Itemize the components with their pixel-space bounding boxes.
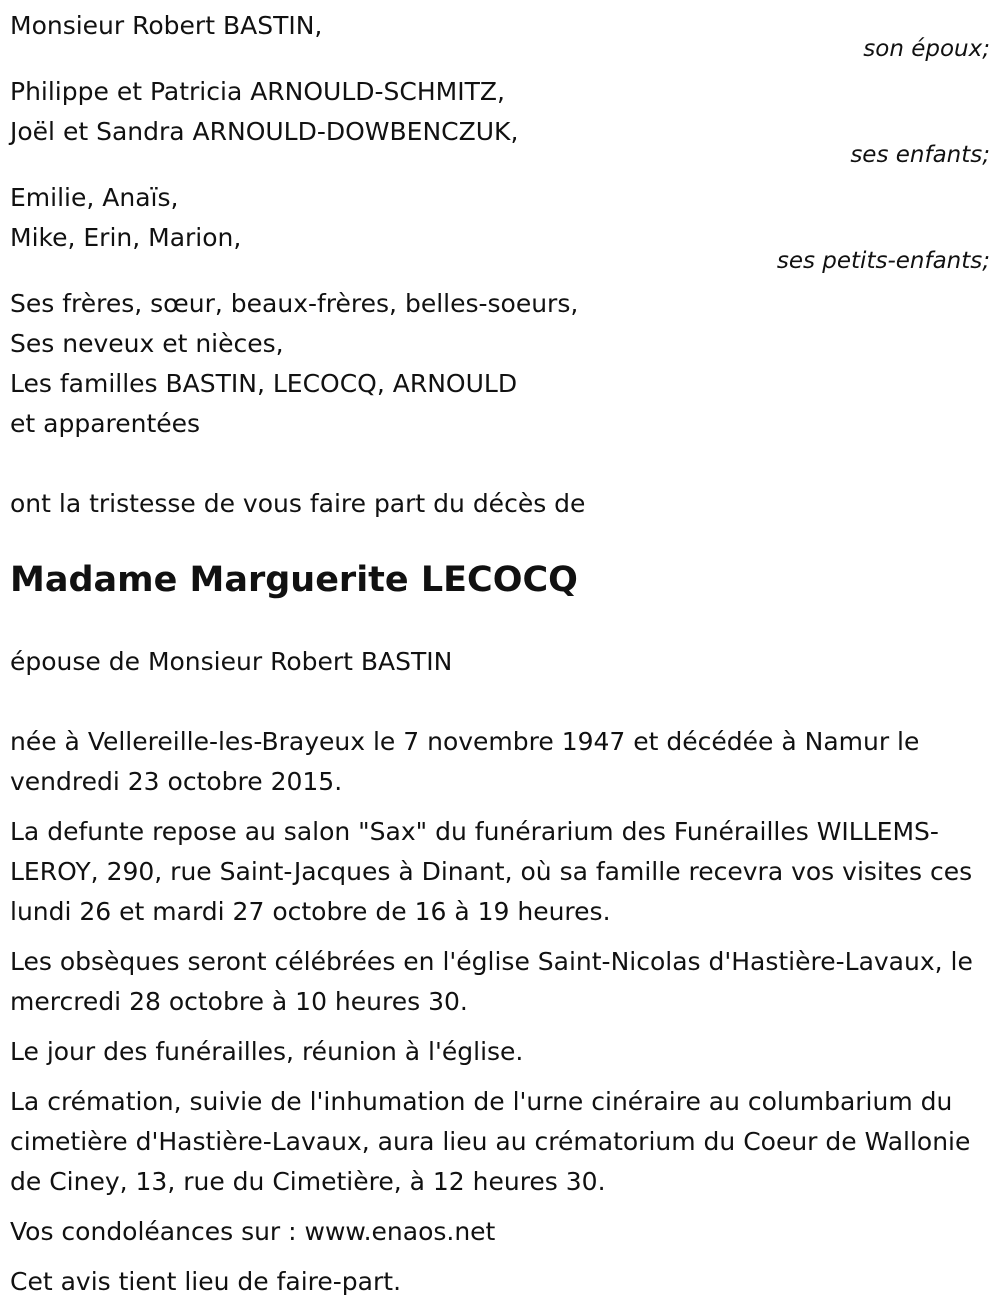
spouse-of-text: épouse de Monsieur Robert BASTIN xyxy=(10,647,453,676)
meeting-paragraph: Le jour des funérailles, réunion à l'église. xyxy=(10,1037,524,1066)
wake-paragraph: La defunte repose au salon "Sax" du funérarium des Funérailles WILLEMS-LEROY, 290, rue Saint-Jacques à Dinant, où sa famille recevra vos visites ces lundi 26 et mardi 27 octobre de 16 à 19 heures. xyxy=(10,817,973,926)
family-line-1: Ses frères, sœur, beaux-frères, belles-soeurs, xyxy=(10,289,579,318)
family-line-3: Les familles BASTIN, LECOCQ, ARNOULD xyxy=(10,369,518,398)
notice-paragraph: Cet avis tient lieu de faire-part. xyxy=(10,1267,402,1296)
spouse-block xyxy=(10,6,990,62)
child-line-2: Joël et Sandra ARNOULD-DOWBENCZUK, xyxy=(10,117,519,146)
condolences-paragraph: Vos condoléances sur : www.enaos.net xyxy=(10,1217,496,1246)
announcement-text: ont la tristesse de vous faire part du décès de xyxy=(10,489,586,518)
child-line-1: Philippe et Patricia ARNOULD-SCHMITZ, xyxy=(10,77,505,106)
family-block xyxy=(10,284,990,444)
deceased-name: Madame Marguerite LECOCQ xyxy=(10,560,578,600)
spouse-role: son époux; xyxy=(863,36,990,62)
death-notice xyxy=(10,6,990,1302)
grandchildren-block xyxy=(10,178,990,274)
children-role: ses enfants; xyxy=(850,142,990,168)
family-line-4: et apparentées xyxy=(10,409,201,438)
funeral-paragraph: Les obsèques seront célébrées en l'église Saint-Nicolas d'Hastière-Lavaux, le mercredi 28 octobre à 10 heures 30. xyxy=(10,947,973,1016)
grandchildren-role: ses petits-enfants; xyxy=(776,248,990,274)
grandchild-line-1: Emilie, Anaïs, xyxy=(10,183,179,212)
grandchild-line-2: Mike, Erin, Marion, xyxy=(10,223,242,252)
birth-death-paragraph: née à Vellereille-les-Brayeux le 7 novembre 1947 et décédée à Namur le vendredi 23 octobre 2015. xyxy=(10,727,920,796)
cremation-paragraph: La crémation, suivie de l'inhumation de l'urne cinéraire au columbarium du cimetière d'Hastière-Lavaux, aura lieu au crématorium du Coeur de Wallonie de Ciney, 13, rue du Cimetière, à 12 heures 30. xyxy=(10,1087,971,1196)
children-block xyxy=(10,72,990,168)
family-line-2: Ses neveux et nièces, xyxy=(10,329,284,358)
spouse-line: Monsieur Robert BASTIN, xyxy=(10,11,323,40)
